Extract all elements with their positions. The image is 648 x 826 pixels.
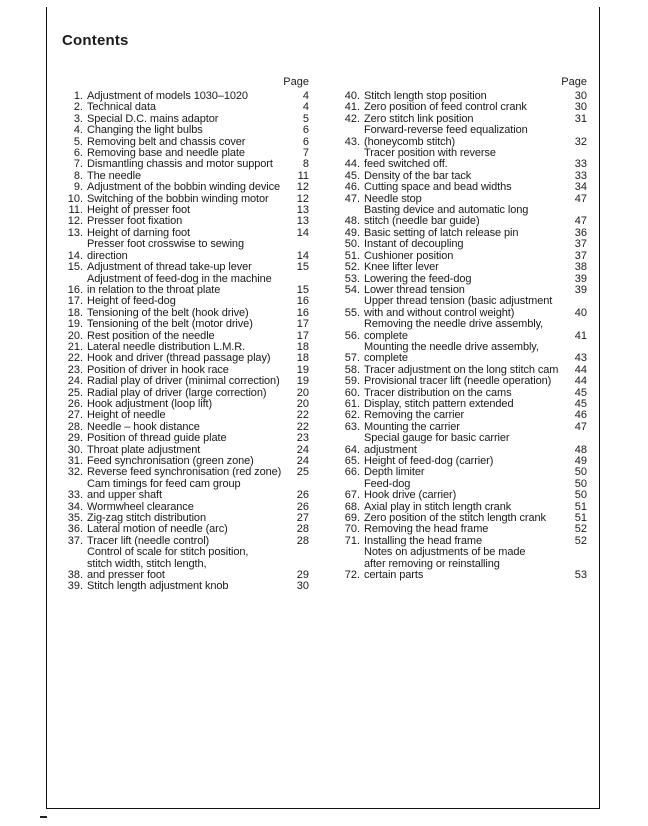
entry-page: 6 (302, 135, 309, 148)
entry-title: Basic setting of latch release pin (364, 226, 519, 239)
entry-page: 52 (574, 523, 587, 536)
entry-page: 52 (574, 534, 587, 547)
entry-title: Mounting the needle drive assembly, complete (364, 340, 539, 365)
toc-entry (339, 319, 587, 342)
entry-title: Special D.C. mains adaptor (87, 112, 219, 125)
toc-entry (62, 433, 309, 444)
entry-page: 53 (574, 569, 587, 582)
toc-entry (339, 148, 587, 171)
entry-title: Removing the carrier (364, 409, 465, 422)
entry-number: 7. (73, 158, 83, 171)
entry-number: 19. (67, 318, 83, 331)
entry-page: 7 (302, 147, 309, 160)
entry-number: 25. (67, 386, 83, 399)
contents-title: Contents (62, 32, 129, 49)
entry-page: 11 (297, 169, 309, 182)
entry-page: 33 (574, 158, 587, 171)
entry-title: Forward-reverse feed equalization (honeycomb stitch) (364, 124, 528, 148)
entry-page: 24 (296, 455, 309, 467)
entry-page: 43 (574, 352, 587, 365)
entry-page: 12 (296, 181, 309, 194)
entry-number: 29. (67, 432, 83, 445)
entry-page: 30 (296, 580, 309, 593)
entry-number: 22. (67, 352, 83, 365)
entry-page: 4 (302, 101, 309, 114)
entry-title: Height of feed-dog (87, 295, 176, 308)
entry-number: 48. (344, 215, 360, 228)
entry-title: Wormwheel clearance (87, 500, 194, 513)
entry-page: 30 (574, 90, 587, 102)
page-column-header: Page (561, 76, 587, 88)
entry-page: 44 (574, 363, 587, 376)
entry-title: Lateral needle distribution L.M.R. (87, 340, 246, 353)
entry-number: 55. (344, 306, 360, 319)
entry-page: 50 (574, 466, 587, 479)
entry-number: 15. (67, 261, 83, 274)
entry-page: 44 (574, 375, 587, 388)
toc-right-column (339, 77, 587, 581)
entry-page: 16 (296, 306, 309, 319)
entry-page: 40 (574, 306, 587, 319)
entry-number: 53. (344, 272, 360, 285)
toc-entry (339, 262, 587, 273)
entry-title: Hook and driver (thread passage play) (87, 352, 271, 365)
entry-page: 37 (574, 249, 587, 262)
toc-entry (62, 296, 309, 307)
entry-number: 12. (67, 215, 83, 228)
entry-title: Height of presser foot (87, 204, 190, 217)
entry-title: Lower thread tension (364, 283, 465, 296)
entry-number: 2. (73, 101, 83, 114)
entry-page: 51 (574, 512, 587, 525)
toc-left-list (62, 91, 309, 593)
entry-title: Adjustment of models 1030–1020 (87, 90, 248, 102)
entry-page: 15 (296, 261, 309, 274)
entry-number: 50. (344, 238, 360, 251)
entry-title: Cutting space and bead widths (364, 181, 512, 194)
entry-page: 5 (302, 112, 309, 125)
toc-entry (62, 319, 309, 330)
entry-title: Removing the needle drive assembly, complete (364, 318, 544, 342)
entry-page: 27 (296, 512, 309, 525)
entry-title: Axial play in stitch length crank (364, 500, 512, 513)
entry-page: 50 (574, 489, 587, 502)
entry-number: 28. (67, 420, 83, 433)
entry-number: 60. (344, 386, 360, 399)
entry-title: Zero stitch link position (364, 112, 474, 125)
toc-entry (62, 182, 309, 193)
toc-entry (339, 296, 587, 319)
entry-title: Cam timings for feed cam group and upper shaft (87, 477, 241, 502)
entry-title: Basting device and automatic long stitch (needle bar guide) (364, 204, 529, 228)
entry-page: 31 (574, 112, 587, 125)
entry-number: 61. (344, 397, 360, 410)
entry-number: 46. (344, 181, 360, 194)
entry-page: 6 (302, 124, 309, 137)
entry-title: Display, stitch pattern extended (364, 397, 514, 410)
entry-page: 45 (574, 386, 587, 399)
entry-title: Stitch length stop position (364, 90, 487, 102)
entry-page: 41 (574, 329, 587, 342)
page-column-header: Page (283, 76, 309, 88)
entry-page: 26 (296, 489, 309, 502)
entry-page: 18 (296, 352, 309, 365)
entry-page: 33 (574, 169, 587, 182)
entry-page: 38 (574, 261, 587, 274)
entry-title: Cushioner position (364, 249, 454, 262)
entry-number: 6. (73, 147, 83, 160)
entry-number: 57. (344, 352, 360, 365)
entry-number: 37. (67, 534, 83, 547)
entry-number: 32. (67, 466, 83, 479)
entry-title: Depth limiter (364, 466, 425, 479)
entry-title: Needle – hook distance (87, 420, 200, 433)
entry-title: Position of thread guide plate (87, 432, 227, 445)
entry-page: 15 (296, 283, 309, 296)
entry-number: 65. (344, 455, 360, 467)
entry-page: 17 (296, 318, 309, 331)
corner-mark (40, 816, 47, 818)
entry-page: 8 (302, 158, 309, 171)
entry-number: 23. (67, 363, 83, 376)
entry-page: 39 (574, 272, 587, 285)
toc-entry (339, 125, 587, 148)
entry-page: 49 (574, 455, 587, 467)
entry-number: 52. (344, 261, 360, 274)
entry-title: Zero position of feed control crank (364, 101, 527, 114)
entry-page: 32 (574, 135, 587, 148)
entry-page: 22 (296, 409, 309, 422)
entry-title: Zero position of the stitch length crank (364, 512, 546, 525)
toc-entry (62, 262, 309, 273)
entry-title: Presser foot crosswise to sewing direction (87, 238, 244, 262)
entry-title: Reverse feed synchronisation (red zone) (87, 466, 282, 479)
entry-title: Adjustment of feed-dog in the machine in relation to the throat plate (87, 272, 272, 296)
entry-page: 28 (296, 534, 309, 547)
entry-page: 47 (574, 420, 587, 433)
entry-title: Tracer position with reverse feed switched off. (364, 147, 496, 171)
entry-number: 33. (67, 489, 83, 502)
entry-title: Control of scale for stitch position, stitch width, stitch length, and presser foot (87, 546, 249, 582)
entry-page: 14 (296, 249, 309, 262)
entry-number: 63. (344, 420, 360, 433)
entry-number: 68. (344, 500, 360, 513)
toc-entry (339, 547, 587, 581)
entry-page: 25 (296, 466, 309, 479)
entry-number: 9. (73, 181, 83, 194)
entry-number: 71. (344, 534, 360, 547)
entry-page: 37 (574, 238, 587, 251)
entry-page: 28 (296, 523, 309, 536)
entry-number: 49. (344, 226, 360, 239)
toc-entry (62, 376, 309, 387)
entry-title: Radial play of driver (large correction) (87, 386, 267, 399)
entry-title: Removing belt and chassis cover (87, 135, 246, 148)
entry-number: 34. (67, 500, 83, 513)
entry-title: Installing the head frame (364, 534, 482, 547)
entry-title: Lateral motion of needle (arc) (87, 523, 228, 536)
toc-entry (62, 547, 309, 581)
toc-entry (339, 205, 587, 228)
toc-entry (339, 433, 587, 456)
entry-page: 24 (296, 443, 309, 456)
toc-entry (62, 239, 309, 262)
entry-title: Rest position of the needle (87, 329, 215, 342)
entry-number: 30. (67, 443, 83, 456)
entry-title: Switching of the bobbin winding motor (87, 192, 269, 205)
entry-number: 56. (344, 329, 360, 342)
entry-number: 38. (67, 569, 83, 582)
entry-number: 69. (344, 512, 360, 525)
entry-number: 54. (344, 283, 360, 296)
entry-number: 70. (344, 523, 360, 536)
entry-number: 66. (344, 466, 360, 479)
entry-number: 51. (344, 249, 360, 262)
entry-number: 13. (67, 226, 83, 239)
entry-number: 17. (67, 295, 83, 308)
entry-number: 47. (344, 192, 360, 205)
entry-title: Presser foot fixation (87, 215, 183, 228)
entry-title: Height of darning foot (87, 226, 190, 239)
entry-page: 34 (574, 181, 587, 194)
entry-page: 17 (296, 329, 309, 342)
toc-entry (339, 239, 587, 250)
entry-title: Removing the head frame (364, 523, 489, 536)
entry-page: 46 (574, 409, 587, 422)
entry-page: 20 (296, 386, 309, 399)
entry-page: 39 (574, 283, 587, 296)
entry-page: 18 (296, 340, 309, 353)
toc-right-list (339, 91, 587, 581)
entry-title: Density of the bar tack (364, 169, 472, 182)
entry-title: Height of needle (87, 409, 166, 422)
entry-title: Radial play of driver (minimal correction) (87, 375, 280, 388)
toc-entry (62, 274, 309, 297)
entry-title: Hook adjustment (loop lift) (87, 397, 213, 410)
entry-page: 45 (574, 397, 587, 410)
toc-entry (339, 342, 587, 365)
entry-page: 23 (296, 432, 309, 445)
entry-number: 58. (344, 363, 360, 376)
entry-title: Technical data (87, 101, 156, 114)
entry-number: 18. (67, 306, 83, 319)
entry-number: 62. (344, 409, 360, 422)
entry-title: Tensioning of the belt (motor drive) (87, 318, 253, 331)
toc-entry (62, 125, 309, 136)
entry-page: 47 (574, 215, 587, 228)
entry-number: 3. (73, 112, 83, 125)
entry-title: Position of driver in hook race (87, 363, 229, 376)
entry-number: 4. (73, 124, 83, 137)
entry-number: 14. (67, 249, 83, 262)
entry-title: Adjustment of the bobbin winding device (87, 181, 281, 194)
entry-title: Feed synchronisation (green zone) (87, 455, 254, 467)
entry-number: 40. (344, 90, 360, 102)
toc-entry (339, 490, 587, 501)
entry-title: Provisional tracer lift (needle operation) (364, 375, 552, 388)
entry-page: 50 (574, 477, 587, 490)
entry-title: Instant of decoupling (364, 238, 464, 251)
entry-title: Stitch length adjustment knob (87, 580, 229, 593)
entry-title: Hook drive (carrier) (364, 489, 457, 502)
entry-title: Tensioning of the belt (hook drive) (87, 306, 249, 319)
entry-title: Adjustment of thread take-up lever (87, 261, 252, 274)
entry-title: Upper thread tension (basic adjustment with and without control weight) (364, 295, 553, 319)
toc-entry (339, 376, 587, 387)
entry-title: The needle (87, 169, 142, 182)
toc-entry (62, 479, 309, 502)
entry-number: 43. (344, 135, 360, 148)
entry-number: 64. (344, 443, 360, 456)
entry-number: 27. (67, 409, 83, 422)
entry-number: 44. (344, 158, 360, 171)
entry-number: 45. (344, 169, 360, 182)
entry-title: Knee lifter lever (364, 261, 439, 274)
entry-number: 36. (67, 523, 83, 536)
entry-title: Mounting the carrier (364, 420, 460, 433)
toc-left-column (62, 77, 309, 593)
entry-number: 10. (67, 192, 83, 205)
entry-number: 67. (344, 489, 360, 502)
entry-number: 8. (73, 169, 83, 182)
entry-page: 4 (302, 90, 309, 102)
entry-number: 59. (344, 375, 360, 388)
entry-page: 29 (296, 569, 309, 582)
toc-entry (62, 581, 309, 592)
entry-page: 13 (296, 215, 309, 228)
entry-number: 39. (67, 580, 83, 593)
entry-title: Tracer distribution on the cams (364, 386, 512, 399)
entry-number: 72. (344, 569, 360, 582)
entry-page: 26 (296, 500, 309, 513)
entry-number: 21. (67, 340, 83, 353)
toc-entry (339, 182, 587, 193)
entry-number: 35. (67, 512, 83, 525)
entry-number: 26. (67, 397, 83, 410)
entry-title: Height of feed-dog (carrier) (364, 455, 494, 467)
entry-page: 13 (296, 204, 309, 217)
entry-page: 51 (574, 500, 587, 513)
entry-title: Dismantling chassis and motor support (87, 158, 273, 171)
entry-page: 12 (296, 192, 309, 205)
entry-number: 1. (73, 90, 83, 102)
entry-page: 36 (574, 226, 587, 239)
entry-title: Removing base and needle plate (87, 147, 245, 160)
entry-title: Zig-zag stitch distribution (87, 512, 206, 525)
entry-title: Throat plate adjustment (87, 443, 201, 456)
entry-title: Needle stop (364, 192, 422, 205)
entry-number: 31. (67, 455, 83, 467)
entry-title: Notes on adjustments of be made after removing or reinstalling certain parts (364, 546, 526, 582)
entry-number: 11. (68, 204, 83, 217)
entry-number: 16. (67, 283, 83, 296)
entry-number: 42. (344, 112, 360, 125)
entry-page: 22 (296, 420, 309, 433)
entry-title: Tracer lift (needle control) (87, 534, 210, 547)
entry-title: Lowering the feed-dog (364, 272, 472, 285)
entry-number: 5. (73, 135, 83, 148)
entry-number: 24. (67, 375, 83, 388)
entry-number: 41. (344, 101, 360, 114)
entry-page: 14 (296, 226, 309, 239)
entry-page: 48 (574, 443, 587, 456)
entry-page: 47 (574, 192, 587, 205)
entry-page: 16 (296, 295, 309, 308)
entry-title: Feed-dog (364, 477, 411, 490)
entry-page: 19 (296, 363, 309, 376)
entry-title: Special gauge for basic carrier adjustment (364, 432, 510, 456)
entry-page: 19 (296, 375, 309, 388)
entry-number: 20. (67, 329, 83, 342)
entry-title: Tracer adjustment on the long stitch cam (364, 363, 559, 376)
entry-title: Changing the light bulbs (87, 124, 203, 137)
entry-page: 30 (574, 101, 587, 114)
entry-page: 20 (296, 397, 309, 410)
